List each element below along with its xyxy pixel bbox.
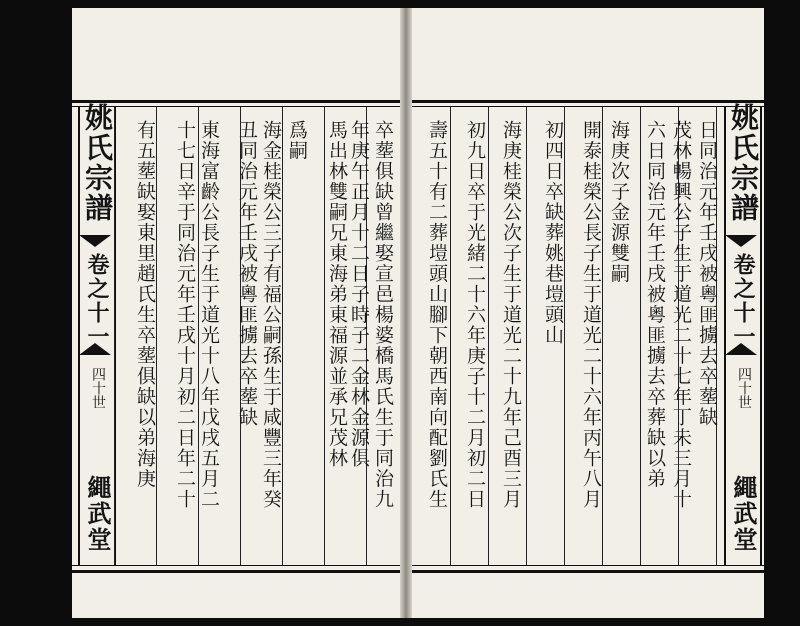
right-column-1: 日同治元年壬戌被粵匪擄去卒塟缺: [696, 120, 718, 428]
right-column-8: 初九日卒于光緒二十六年庚子十二月初二日: [464, 120, 486, 510]
left-volume: 卷之十一: [84, 253, 110, 349]
left-column-1: 卒塟俱缺曾繼娶宣邑楊婆橋馬氏生于同治九: [372, 120, 394, 510]
right-column-6: 初四日卒缺葬姚巷塏頭山: [542, 120, 564, 346]
left-page: [72, 8, 400, 618]
right-column-3: 六日同治元年壬戌被粵匪擄去卒葬缺以弟: [644, 120, 666, 489]
left-column-3: 馬出林雙嗣兄東海弟東福源並承兄茂林: [326, 120, 348, 469]
right-column-4: 海庚次子金源雙嗣: [608, 120, 630, 284]
left-generation: 四十世: [90, 367, 106, 409]
left-column-6: 丑同治元年壬戌被粵匪擄去卒塟缺: [236, 120, 258, 428]
right-column-9: 壽五十有二葬塏頭山腳下朝西南向配劉氏生: [426, 120, 448, 510]
right-volume: 卷之十一: [730, 253, 756, 349]
right-title: 姚氏宗譜: [727, 103, 760, 223]
left-column-7: 東海富齡公長子生于道光十八年戊戌五月二: [198, 120, 220, 510]
right-column-7: 海庚桂榮公次子生于道光二十九年己酉三月: [500, 120, 522, 510]
right-hall: 繩武堂: [729, 475, 758, 553]
left-column-4: 爲嗣: [286, 120, 308, 161]
right-column-2: 茂林暢興公子生于道光二十七年丁未三月十: [670, 120, 692, 510]
book-gutter: [400, 8, 412, 618]
left-column-8: 十七日辛于同治元年壬戌十月初二日年二十: [174, 120, 196, 510]
left-title: 姚氏宗譜: [81, 103, 114, 223]
left-column-9: 有五塟缺娶東里趙氏生卒塟俱缺以弟海庚: [134, 120, 156, 489]
right-column-5: 開泰桂榮公長子生于道光二十六年丙午八月: [580, 120, 602, 510]
left-hall: 繩武堂: [83, 475, 112, 553]
right-banner: [724, 103, 762, 565]
right-page: [412, 8, 764, 618]
right-generation: 四十世: [736, 367, 752, 409]
left-banner: [78, 103, 116, 565]
left-column-5: 海金桂榮公三子有福公嗣孫生于咸豐三年癸: [260, 120, 282, 510]
left-column-2: 年庚午正月十二日子時子二金林金源俱: [348, 120, 370, 469]
